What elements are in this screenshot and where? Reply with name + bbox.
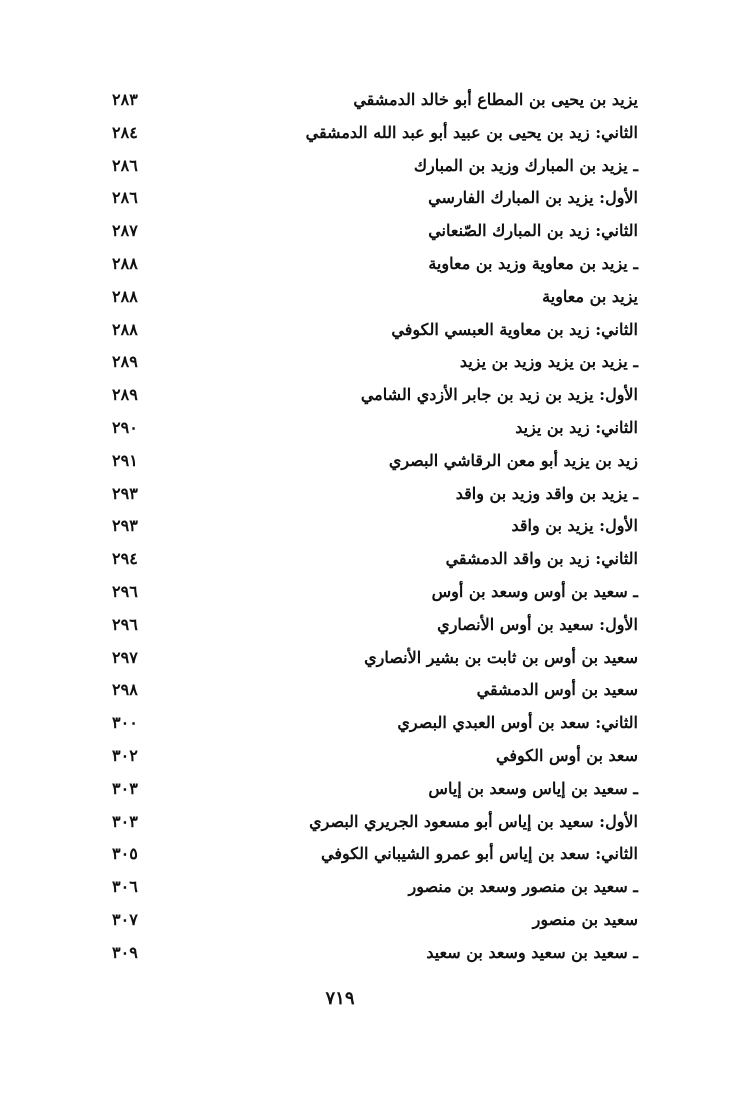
toc-entry-title: ـ يزيد بن المبارك وزيد بن المبارك [413, 155, 638, 175]
toc-entry-title: ـ يزيد بن يزيد وزيد بن يزيد [459, 352, 638, 372]
toc-entry-page: ٣٠٩ [112, 942, 138, 962]
toc-entry-page: ٣٠٦ [112, 877, 138, 897]
toc-entry-page: ٢٩٠ [112, 417, 138, 437]
toc-row [100, 808, 638, 841]
toc-entry-title: الأول: يزيد بن زيد بن جابر الأزدي الشامي [360, 385, 638, 405]
toc-entry-title: الثاني: زيد بن معاوية العبسي الكوفي [391, 319, 638, 339]
toc-entry-page: ٢٩٣ [112, 516, 138, 536]
toc-row [100, 578, 638, 611]
toc-entry-page: ٢٩٣ [112, 483, 138, 503]
toc-row [100, 840, 638, 873]
toc-row [100, 316, 638, 349]
toc-entry-title: الثاني: زيد بن واقد الدمشقي [445, 549, 638, 569]
toc-row [100, 742, 638, 775]
toc-row [100, 381, 638, 414]
toc-row [100, 644, 638, 677]
toc-entry-page: ٢٨٩ [112, 385, 138, 405]
toc-row [100, 283, 638, 316]
toc-entry-page: ٢٨٧ [112, 221, 138, 241]
toc-row [100, 939, 638, 972]
toc-row [100, 217, 638, 250]
toc-entry-page: ٢٩١ [112, 450, 138, 470]
toc-entry-title: ـ سعيد بن منصور وسعد بن منصور [408, 877, 638, 897]
toc-row [100, 545, 638, 578]
toc-entry-title: سعيد بن منصور [532, 909, 638, 929]
table-of-contents [100, 86, 638, 972]
toc-entry-title: سعيد بن أوس الدمشقي [476, 680, 638, 700]
toc-entry-title: الثاني: سعد بن إياس أبو عمرو الشيباني الكوفي [320, 844, 638, 864]
toc-entry-title: الأول: سعيد بن أوس الأنصاري [437, 614, 638, 634]
page-number: ٧١٩ [325, 988, 355, 1009]
toc-entry-page: ٣٠٢ [112, 745, 138, 765]
toc-entry-page: ٣٠٥ [112, 844, 138, 864]
toc-entry-title: ـ يزيد بن واقد وزيد بن واقد [455, 483, 638, 503]
toc-entry-title: الثاني: سعد بن أوس العبدي البصري [397, 713, 638, 733]
toc-row [100, 906, 638, 939]
toc-entry-title: ـ سعيد بن أوس وسعد بن أوس [431, 581, 638, 601]
toc-entry-page: ٢٨٨ [112, 286, 138, 306]
toc-row [100, 250, 638, 283]
toc-entry-title: زيد بن يزيد أبو معن الرقاشي البصري [388, 450, 638, 470]
toc-row [100, 447, 638, 480]
toc-entry-title: الثاني: زيد بن يحيى بن عبيد أبو عبد الله الدمشقي [305, 122, 638, 142]
toc-entry-page: ٢٩٤ [112, 549, 138, 569]
toc-row [100, 775, 638, 808]
toc-row [100, 676, 638, 709]
toc-row [100, 512, 638, 545]
toc-entry-title: ـ سعيد بن إياس وسعد بن إياس [428, 778, 638, 798]
toc-entry-page: ٣٠٣ [112, 778, 138, 798]
toc-entry-title: الأول: يزيد بن واقد [511, 516, 638, 536]
toc-entry-page: ٢٨٦ [112, 155, 138, 175]
toc-entry-page: ٢٩٧ [112, 647, 138, 667]
toc-entry-title: الأول: يزيد بن المبارك الفارسي [428, 188, 638, 208]
toc-entry-page: ٢٩٦ [112, 581, 138, 601]
toc-entry-page: ٣٠٠ [112, 713, 138, 733]
toc-entry-title: الثاني: زيد بن المبارك الصّنعاني [428, 221, 638, 241]
toc-entry-title: ـ يزيد بن معاوية وزيد بن معاوية [428, 253, 638, 273]
toc-row [100, 480, 638, 513]
toc-entry-page: ٢٨٨ [112, 253, 138, 273]
toc-entry-title: يزيد بن يحيى بن المطاع أبو خالد الدمشقي [353, 90, 638, 109]
toc-row [100, 184, 638, 217]
toc-entry-title: سعيد بن أوس بن ثابت بن بشير الأنصاري [364, 647, 638, 667]
toc-row [100, 86, 638, 119]
toc-row [100, 348, 638, 381]
toc-entry-page: ٢٨٤ [112, 122, 138, 142]
toc-entry-page: ٢٩٦ [112, 614, 138, 634]
toc-entry-title: يزيد بن معاوية [542, 286, 638, 306]
toc-entry-page: ٣٠٧ [112, 909, 138, 929]
toc-row [100, 119, 638, 152]
toc-entry-title: سعد بن أوس الكوفي [496, 745, 638, 765]
toc-entry-title: الأول: سعيد بن إياس أبو مسعود الجريري البصري [309, 811, 638, 831]
toc-entry-page: ٢٨٦ [112, 188, 138, 208]
toc-row [100, 709, 638, 742]
toc-entry-page: ٢٨٣ [112, 90, 138, 109]
toc-entry-page: ٢٨٩ [112, 352, 138, 372]
toc-row [100, 414, 638, 447]
toc-entry-page: ٣٠٣ [112, 811, 138, 831]
toc-entry-title: ـ سعيد بن سعيد وسعد بن سعيد [426, 942, 638, 962]
toc-row [100, 611, 638, 644]
toc-entry-title: الثاني: زيد بن يزيد [515, 417, 638, 437]
toc-entry-page: ٢٨٨ [112, 319, 138, 339]
toc-row [100, 152, 638, 185]
toc-entry-page: ٢٩٨ [112, 680, 138, 700]
toc-row [100, 873, 638, 906]
